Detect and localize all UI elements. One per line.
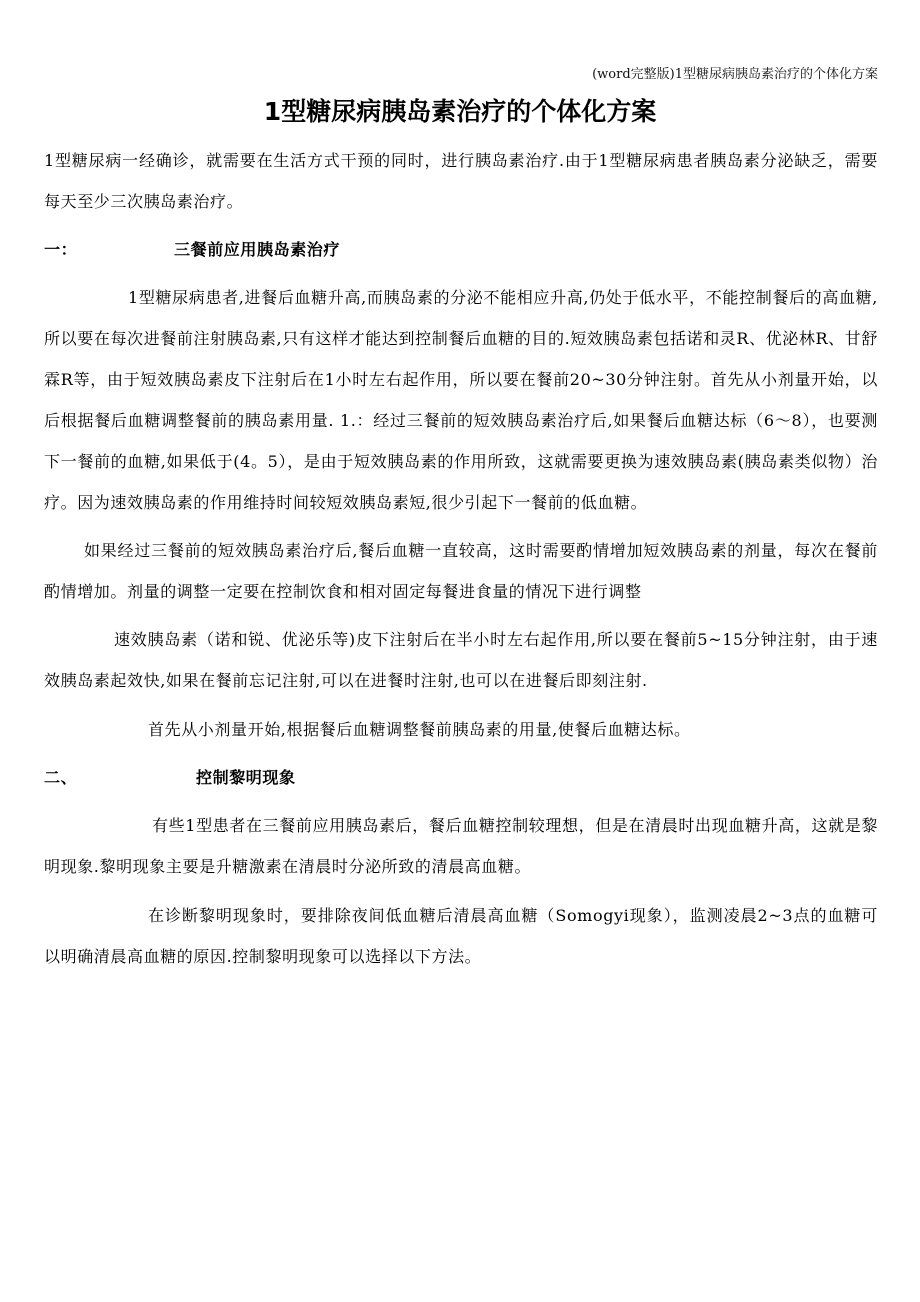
section-heading-2: [44, 757, 878, 798]
section1-paragraph-2: 如果经过三餐前的短效胰岛素治疗后,餐后血糖一直较高，这时需要酌情增加短效胰岛素的剂量，每次在餐前酌情增加。剂量的调整一定要在控制饮食和相对固定每餐进食量的情况下进行调整: [44, 541, 878, 601]
section1-paragraph-1: 1型糖尿病患者,进餐后血糖升高,而胰岛素的分泌不能相应升高,仍处于低水平，不能控制餐后的高血糖,所以要在每次进餐前注射胰岛素,只有这样才能达到控制餐后血糖的目的.短效胰岛素包括诺和灵R、优泌林R、甘舒霖R等，由于短效胰岛素皮下注射后在1小时左右起作用，所以要在餐前20~30分钟注射。首先从小剂量开始，以后根据餐后血糖调整餐前的胰岛素用量. 1.：经过三餐前的短效胰岛素治疗后,如果餐后血糖达标（6～8），也要测下一餐前的血糖,如果低于(4。5），是由于短效胰岛素的作用所致，这就需要更换为速效胰岛素(胰岛素类似物）治疗。因为速效胰岛素的作用维持时间较短效胰岛素短,很少引起下一餐前的低血糖。: [44, 288, 878, 512]
document-title: 1型糖尿病胰岛素治疗的个体化方案: [263, 97, 657, 126]
section2-paragraph-2: 在诊断黎明现象时，要排除夜间低血糖后清晨高血糖（Somogyi现象），监测凌晨2~3点的血糖可以明确清晨高血糖的原因.控制黎明现象可以选择以下方法。: [44, 906, 878, 966]
section2-paragraph-1: 有些1型患者在三餐前应用胰岛素后，餐后血糖控制较理想，但是在清晨时出现血糖升高，这就是黎明现象.黎明现象主要是升糖激素在清晨时分泌所致的清晨高血糖。: [44, 816, 878, 876]
running-header: (word完整版)1型糖尿病胰岛素治疗的个体化方案: [592, 67, 878, 82]
section-title-2: 控制黎明现象: [196, 768, 296, 787]
section-number-2: 二、: [44, 768, 78, 787]
section1-paragraph-4: 首先从小剂量开始,根据餐后血糖调整餐前胰岛素的用量,使餐后血糖达标。: [148, 720, 691, 739]
section-title-1: 三餐前应用胰岛素治疗: [174, 240, 341, 259]
document-body: [44, 140, 878, 977]
section1-paragraph-3: 速效胰岛素（诺和锐、优泌乐等)皮下注射后在半小时左右起作用,所以要在餐前5~15分钟注射，由于速效胰岛素起效快,如果在餐前忘记注射,可以在进餐时注射,也可以在进餐后即刻注射.: [44, 630, 878, 690]
section-heading-1: [44, 229, 878, 270]
section-number-1: 一：: [44, 240, 78, 259]
intro-paragraph: 1型糖尿病一经确诊，就需要在生活方式干预的同时，进行胰岛素治疗.由于1型糖尿病患者胰岛素分泌缺乏，需要每天至少三次胰岛素治疗。: [44, 151, 878, 211]
